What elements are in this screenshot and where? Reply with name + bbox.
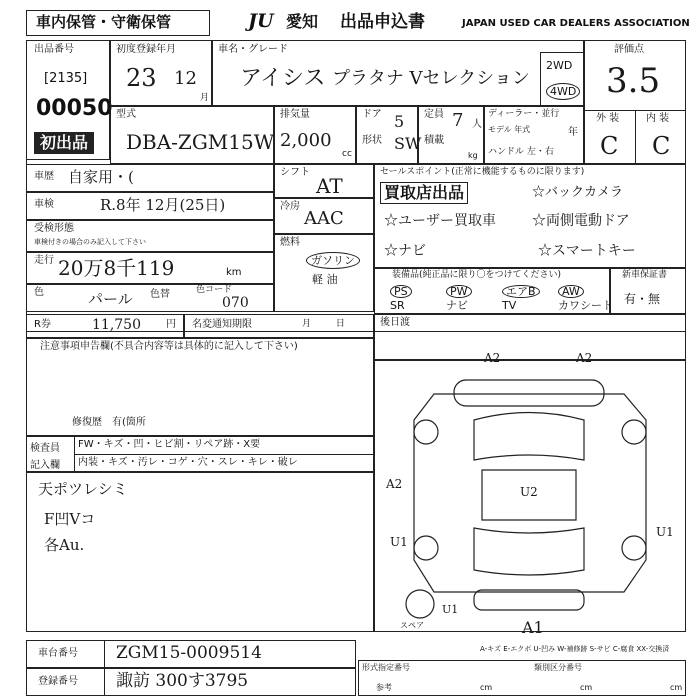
equip-item: TV [502, 299, 517, 312]
use-box [26, 164, 274, 192]
reg-year: 23 [126, 64, 157, 92]
sales-p4: ☆ナビ [384, 243, 426, 259]
equip-item: PS [390, 285, 412, 298]
reg-month: 12 [174, 68, 197, 89]
drive-4wd: 4WD [546, 83, 580, 100]
model-name: アイシス [240, 66, 326, 91]
inspector-row1: FW・キズ・凹・ヒビ割・リペア跡・X要 [78, 439, 261, 450]
ac-value: AAC [304, 208, 344, 229]
shaken-value: R.8年 12月(25日) [100, 196, 226, 214]
sales-p3: ☆両側電動ドア [532, 213, 630, 229]
handnote-3: 各Au. [44, 536, 85, 554]
dealer-year-unit: 年 [568, 127, 578, 138]
dealer-year-label: モデル 年式 [488, 125, 531, 134]
door-value: 5 [394, 112, 405, 131]
recycle-value: 11,750 [92, 317, 141, 333]
tax-unit: 月 日 [302, 319, 345, 329]
sales-p1: ☆バックカメラ [532, 185, 624, 200]
cert-cm3: cm [670, 683, 683, 692]
drive-2wd: 2WD [546, 59, 573, 72]
fuel-diesel: 軽 油 [312, 273, 338, 286]
color-code: 070 [222, 295, 249, 311]
cert-label: 形式指定番号 [362, 663, 410, 672]
door-label: ドア [362, 109, 382, 120]
equip-item: ナビ [446, 299, 468, 312]
ju-logo: JU [248, 10, 274, 32]
shaken-label: 車検 [34, 199, 54, 210]
warranty-label: 新車保証書 [622, 270, 668, 280]
disp-unit: cc [342, 149, 352, 159]
inspector-label: 検査員 記入欄 [30, 443, 60, 471]
notes-label: 注意事項申告欄(不具合内容等は具体的に記入して下さい) [40, 341, 298, 352]
cert-cm2: cm [580, 683, 593, 692]
lot-code: [2135] [44, 71, 88, 86]
mileage-unit: km [226, 267, 242, 278]
shift-label: シフト [280, 167, 310, 178]
first-listing-badge: 初出品 [34, 132, 94, 154]
tax-label: 名変通知期限 [192, 319, 252, 330]
diagram-legend: A-キズ E-エクボ U-凹み W-補修跡 S-サビ C-腐食 XX-交換済 [480, 645, 670, 653]
inspector-row2: 内装・キズ・汚レ・コゲ・穴・スレ・キレ・破レ [78, 457, 298, 468]
cap-label: 定員 [424, 109, 444, 120]
equip-label: 装備品(純正品に限り〇をつけてください) [392, 270, 562, 280]
model-label: 車名・グレード [218, 44, 288, 55]
score-label: 評価点 [614, 44, 644, 55]
reg-month-unit: 月 [200, 93, 210, 103]
sales-p2: ☆ユーザー買取車 [384, 213, 496, 229]
int-value: C [652, 132, 671, 160]
dealer-handle: ハンドル 左・右 [488, 147, 554, 157]
reg-label: 初度登録年月 [116, 44, 176, 55]
handnote-1: 天ポツレシミ [38, 480, 128, 498]
score-vdivider [635, 110, 636, 164]
equip-item: エアB [502, 285, 540, 298]
use-value: 自家用・( [68, 168, 134, 186]
equip-item: SR [390, 299, 405, 312]
notes-repair: 修復歴 有(箇所 [72, 417, 146, 428]
cert-ref: 参考 [376, 683, 392, 692]
lot-number: 00050 [36, 96, 113, 121]
recycle-unit: 円 [166, 319, 176, 330]
ac-label: 冷房 [280, 201, 300, 212]
sales-label: セールスポイント(正常に機能するものに限ります) [380, 167, 585, 177]
model-grade: プラタナ Vセレクション [332, 68, 530, 89]
mileage-value: 20万8千119 [58, 256, 175, 280]
type-label: 型式 [116, 109, 136, 120]
chassis-label: 車台番号 [38, 648, 78, 659]
load-label: 積載 [424, 135, 444, 146]
later-label: 後日渡 [380, 317, 410, 328]
use-label: 車歴 [34, 171, 54, 182]
mileage-label: 走行 [34, 255, 54, 266]
aichi-label: 愛知 [286, 12, 319, 31]
mark-u1-right-rear: U1 [656, 525, 674, 539]
association-name: JAPAN USED CAR DEALERS ASSOCIATION [462, 18, 690, 29]
recv-label: 受検形態 [34, 223, 74, 234]
body-value: SW [394, 134, 422, 153]
int-label: 内 装 [646, 113, 670, 124]
chassis-value: ZGM15-0009514 [116, 643, 262, 663]
cap-unit: 人 [472, 119, 482, 130]
mark-u1-rear-small: U1 [442, 603, 459, 616]
color-code-label: 色コード [196, 285, 233, 295]
lot-label: 出品番号 [34, 44, 74, 55]
load-unit: kg [468, 151, 478, 160]
handnote-2: F凹Vコ [44, 510, 96, 528]
color-label: 色 [34, 287, 44, 298]
disp-label: 排気量 [280, 109, 310, 120]
spare-label: スペア [400, 621, 424, 630]
mark-a2-front-right: A2 [576, 351, 593, 365]
ext-label: 外 装 [596, 113, 620, 124]
form-title: 出品申込書 [340, 12, 425, 32]
mark-u2-roof: U2 [520, 485, 538, 499]
plate-value: 諏訪 300す3795 [116, 671, 249, 691]
color-change: 色替 [150, 289, 170, 300]
sales-p5: ☆スマートキー [538, 243, 636, 259]
ext-value: C [600, 132, 619, 160]
plate-label: 登録番号 [38, 676, 78, 687]
fuel-gas: ガソリン [306, 252, 360, 269]
dealer-label: ディーラー・並行 [488, 109, 560, 119]
mark-a2-front-left: A2 [484, 351, 501, 365]
recv-note: 車検付きの場合のみ記入して下さい [34, 238, 146, 246]
equip-item: カワシート [558, 299, 613, 312]
equip-item: AW [558, 285, 584, 298]
warranty-value: 有・無 [624, 292, 661, 306]
disp-value: 2,000 [280, 130, 332, 151]
cap-value: 7 [452, 110, 464, 131]
recycle-label: R券 [34, 319, 51, 330]
storage-label: 車内保管・守衛保管 [36, 13, 172, 31]
inspector-hdiv [74, 454, 374, 455]
sales-stamp: 買取店出品 [380, 182, 468, 204]
score-value: 3.5 [606, 61, 661, 101]
mark-a1-rear: A1 [522, 618, 544, 637]
equip-item: PW [446, 285, 472, 298]
color-value: パール [88, 290, 133, 308]
fuel-label: 燃料 [280, 237, 300, 248]
body-label: 形状 [362, 135, 382, 146]
later-box [374, 314, 686, 360]
shift-value: AT [316, 174, 343, 198]
type-value: DBA-ZGM15W [126, 130, 275, 154]
mark-u1-left-rear: U1 [390, 535, 408, 549]
cert-cm1: cm [480, 683, 493, 692]
mark-a2-left-door: A2 [386, 477, 403, 491]
cert-label2: 類別区分番号 [534, 663, 582, 672]
